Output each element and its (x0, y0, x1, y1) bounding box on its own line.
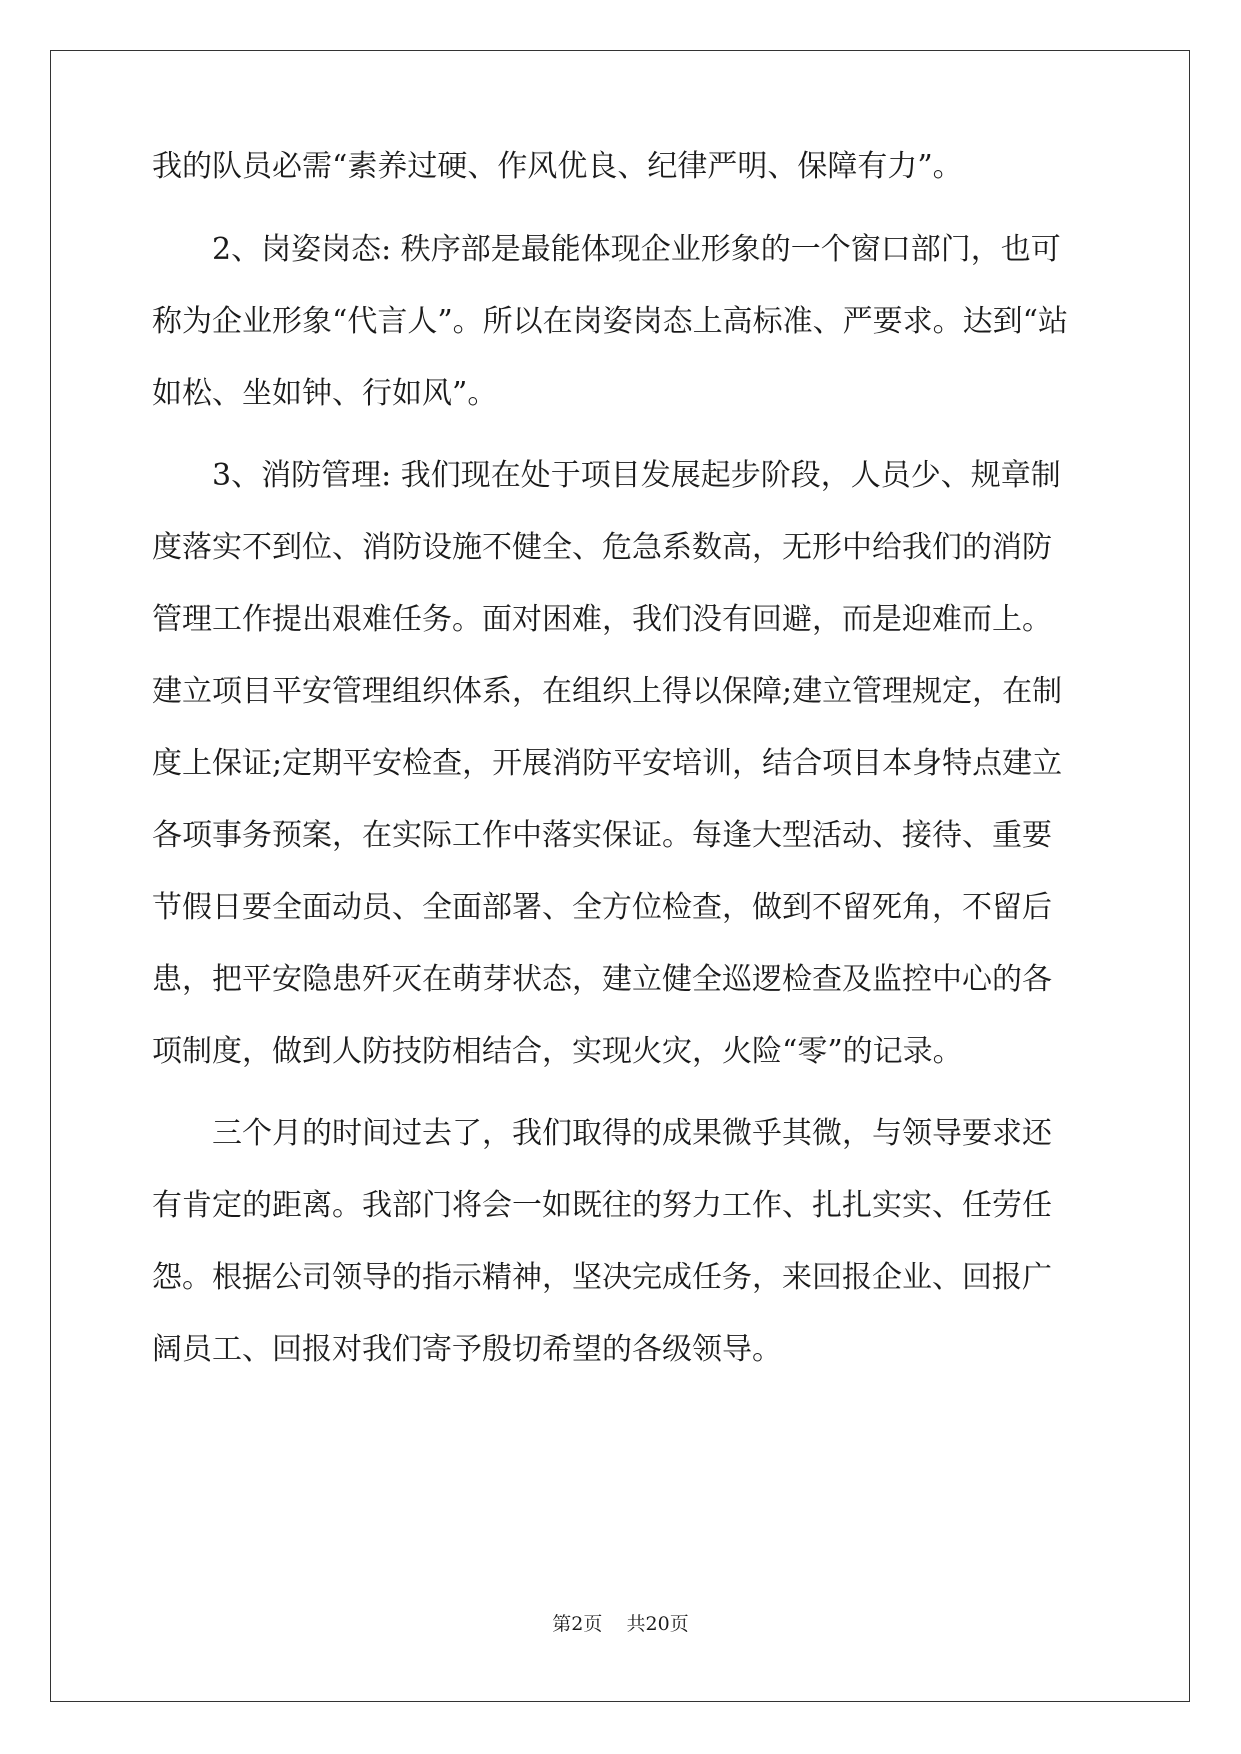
text-line: 3、消防管理: 我们现在处于项目发展起步阶段，人员少、规章制 (212, 458, 1061, 493)
text-line: 项制度，做到人防技防相结合，实现火灾，火险“零”的记录。 (152, 1034, 963, 1069)
text-line: 三个月的时间过去了，我们取得的成果微乎其微，与领导要求还 (212, 1116, 1052, 1151)
text-line: 2、岗姿岗态: 秩序部是最能体现企业形象的一个窗口部门，也可 (212, 232, 1061, 267)
text-line: 怨。根据公司领导的指示精神，坚决完成任务，来回报企业、回报广 (152, 1260, 1052, 1295)
page-border (50, 50, 1190, 1702)
text-line: 各项事务预案，在实际工作中落实保证。每逢大型活动、接待、重要 (152, 818, 1052, 853)
text-line: 阔员工、回报对我们寄予殷切希望的各级领导。 (152, 1332, 782, 1367)
text-line: 节假日要全面动员、全面部署、全方位检查，做到不留死角，不留后 (152, 890, 1052, 925)
page-number-footer: 第2页 共20页 (552, 1613, 689, 1635)
text-line: 如松、坐如钟、行如风”。 (152, 376, 498, 411)
text-line: 患，把平安隐患歼灭在萌芽状态，建立健全巡逻检查及监控中心的各 (152, 962, 1052, 997)
text-line: 度落实不到位、消防设施不健全、危急系数高，无形中给我们的消防 (152, 530, 1052, 565)
text-line: 管理工作提出艰难任务。面对困难，我们没有回避，而是迎难而上。 (152, 602, 1052, 637)
text-line: 有肯定的距离。我部门将会一如既往的努力工作、扎扎实实、任劳任 (152, 1188, 1052, 1223)
text-line: 建立项目平安管理组织体系，在组织上得以保障;建立管理规定，在制 (152, 674, 1063, 709)
text-line: 称为企业形象“代言人”。所以在岗姿岗态上高标准、严要求。达到“站 (152, 304, 1069, 339)
text-line: 度上保证;定期平安检查，开展消防平安培训，结合项目本身特点建立 (152, 746, 1063, 781)
text-line: 我的队员必需“素养过硬、作风优良、纪律严明、保障有力”。 (152, 149, 963, 184)
